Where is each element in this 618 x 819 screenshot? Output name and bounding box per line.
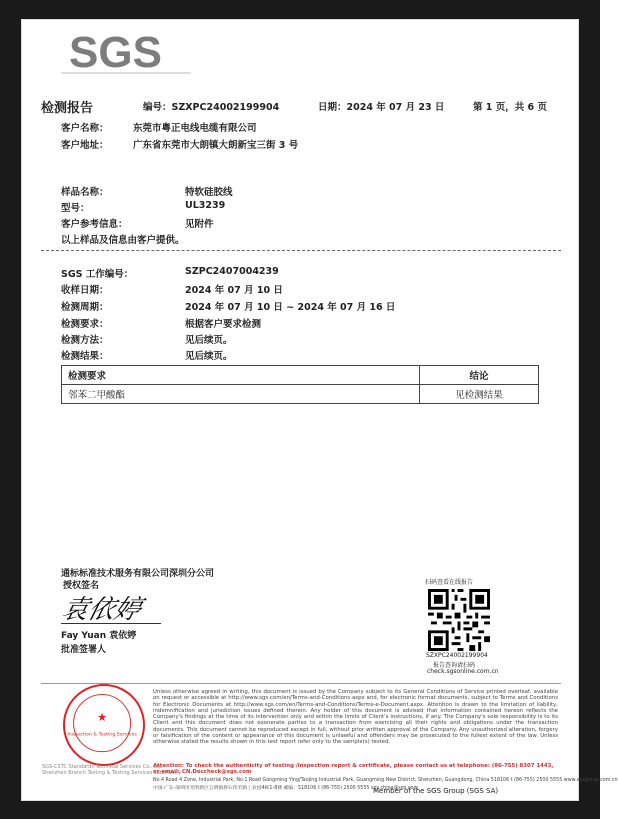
issuing-company: 通标标准技术服务有限公司深圳分公司 xyxy=(61,569,215,579)
signature-line xyxy=(61,623,161,624)
terms-text: Unless otherwise agreed in writing, this document is issued by the Company subject to its General Conditions of Service printed overleaf, available on request or accessible at http://www.sgs.com/en/Terms-and-Conditions.aspx and, for electronic format documents, subject to Terms and Conditions for Electronic Documents at http://www.sgs.com/en/Terms-and-Conditions/Terms-e-Document.aspx. Attention is drawn to the limitation of liability, indemnification and jurisdiction issues defined therein. Any holder of this document is advised that information contained hereon reflects the Company's findings at the time of its intervention only and within the limits of Client's instructions, if any. The Company's sole responsibility is to its Client and this document does not exonerate parties to a transaction from exercising all their rights and obligations under the transaction documents. This document cannot be reproduced except in full, without prior written approval of the Company. Any unauthorized alteration, forgery or falsification of the content or appearance of this document is unlawful and offenders may be prosecuted to the fullest extent of the law. Unless otherwise stated the results shown in this test report refer only to the sample(s) tested. xyxy=(153,689,558,746)
client-name: 东莞市粤正电线电缆有限公司 xyxy=(133,123,257,134)
address-english: No.4 Road 4 Zone, Industrial Park, No.1 Road Gongming Ying/Taojing Industrial Park, Guangming New District, Shenzhen, Guangdong, China 518106 t (86-755) 2500 5555 www.sgsgroup.com.cn xyxy=(153,778,618,783)
table-header-conclusion: 结论 xyxy=(420,366,539,385)
client-address-label: 客户地址： xyxy=(61,140,109,151)
qr-code-number: SZXPC24002199904 xyxy=(426,652,488,659)
test-result-label: 检测结果： xyxy=(61,351,109,362)
qr-code-icon[interactable] xyxy=(428,589,490,651)
page-indicator: 第 1 页，共 6 页 xyxy=(473,102,547,113)
seal-graphic xyxy=(65,686,143,764)
report-date: 日期：2024 年 07 月 23 日 xyxy=(318,102,445,113)
table-row xyxy=(62,385,539,404)
client-address: 广东省东莞市大朗镇大朗新宝三街 3 号 xyxy=(133,140,299,151)
table-header-requirement: 检测要求 xyxy=(62,366,420,385)
sample-name: 特软硅胶线 xyxy=(185,187,233,198)
authorized-signature-label: 授权签名 xyxy=(63,581,100,591)
address-chinese: 中国·广东·深圳市光明新区公明镇将石伟宏路工业园4栋1-8楼 邮编：518106 t (86-755) 2500 5555 sgs.china@sgs.com xyxy=(153,786,419,791)
test-method: 见后续页。 xyxy=(185,335,233,346)
signer-name: Fay Yuan 袁依婷 xyxy=(61,631,137,641)
model-label: 型号： xyxy=(61,203,90,214)
sgs-job-label: SGS 工作编号： xyxy=(61,269,134,280)
report-page xyxy=(21,19,618,801)
divider xyxy=(41,250,561,251)
receive-date-label: 收样日期： xyxy=(61,285,109,296)
authenticity-notice: Attention: To check the authenticity of testing /inspection report & certificate, please contact us at telephone: (86-755) 8307 1443, or email: CN.Doccheck@sgs.com xyxy=(153,763,554,776)
sgs-job-number: SZPC2407004239 xyxy=(185,266,279,277)
sgs-logo-text: SGS xyxy=(69,28,162,77)
sample-name-label: 样品名称： xyxy=(61,187,109,198)
company-seal xyxy=(63,684,145,766)
table-cell-requirement: 邻苯二甲酸酯 xyxy=(62,385,420,404)
model-value: UL3239 xyxy=(185,200,226,211)
receive-date: 2024 年 07 月 10 日 xyxy=(185,285,283,296)
sample-note: 以上样品及信息由客户提供。 xyxy=(61,235,185,246)
test-requirement-label: 检测要求： xyxy=(61,319,109,330)
svg-text:★: ★ xyxy=(96,710,108,725)
test-result: 见后续页。 xyxy=(185,351,233,362)
sgs-logo xyxy=(61,27,191,77)
footer-rule xyxy=(41,683,561,684)
qr-caption-bottom: 报告查询请扫码 xyxy=(433,662,476,669)
client-ref-label: 客户参考信息： xyxy=(61,219,128,230)
client-ref-value: 见附件 xyxy=(185,219,214,230)
lab-name: SGS-CSTC Standards Technical Services Co., Ltd. Shenzhen Branch Testing & Testing Services Laboratory xyxy=(42,764,182,776)
test-period: 2024 年 07 月 10 日 ~ 2024 年 07 月 16 日 xyxy=(185,302,396,313)
report-number: 编号：SZXPC24002199904 xyxy=(143,102,280,113)
table-cell-conclusion: 见检测结果 xyxy=(420,385,539,404)
test-requirement: 根据客户要求检测 xyxy=(185,319,262,330)
svg-text:Inspection & Testing Services: Inspection & Testing Services xyxy=(67,732,137,738)
test-period-label: 检测周期： xyxy=(61,302,109,313)
qr-caption-top: 扫码查看在线报告 xyxy=(425,579,474,586)
test-method-label: 检测方法： xyxy=(61,335,109,346)
report-title: 检测报告 xyxy=(41,101,94,116)
table-header-row xyxy=(62,366,539,385)
client-name-label: 客户名称： xyxy=(61,123,109,134)
qr-url[interactable]: check.sgsonline.com.cn xyxy=(427,668,499,675)
signer-role: 批准签署人 xyxy=(61,645,107,655)
sgs-member-note: Member of the SGS Group (SGS SA) xyxy=(373,787,499,795)
requirements-table xyxy=(61,365,539,404)
handwritten-signature: 袁依婷 xyxy=(58,595,145,625)
